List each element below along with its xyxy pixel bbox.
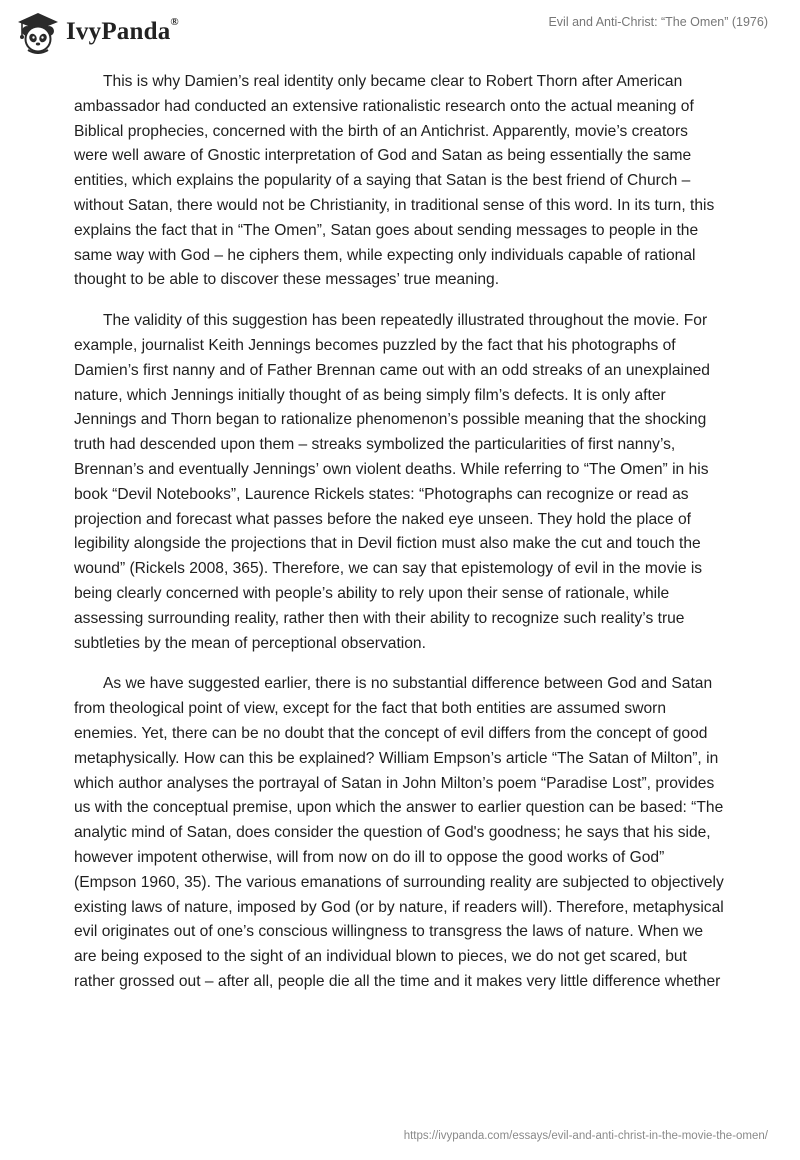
paragraph: This is why Damien’s real identity only became clear to Robert Thorn after American ambassador had conducted an extensive rationalistic research onto the actual meaning of Biblical prophecies, concerned with the birth of an Antichrist. Apparently, movie’s creators were well aware of Gnostic interpretation of God and Satan as being essentially the same entities, which explains the popularity of a saying that Satan is the best friend of Church – without Satan, there would not be Christianity, in traditional sense of this word. In its turn, this explains the fact that in “The Omen”, Satan goes about sending messages to people in the same way with God – he ciphers them, while expecting only individuals capable of rational thought to be able to discover these messages’ true meaning. <box>74 73 715 289</box>
document-title: Evil and Anti-Christ: “The Omen” (1976) <box>548 15 768 29</box>
source-url[interactable]: https://ivypanda.com/essays/evil-and-anti-christ-in-the-movie-the-omen/ <box>403 1130 768 1142</box>
brand-name: IvyPanda® <box>66 16 179 45</box>
panda-graduate-icon <box>14 10 60 54</box>
brand-logo[interactable] <box>14 10 179 54</box>
paragraph: As we have suggested earlier, there is no substantial difference between God and Satan from theological point of view, except for the fact that both entities are assumed sworn enemies. Yet, there can be no doubt that the concept of evil differs from the concept of good metaphysically. How can this be explained? William Empson’s article “The Satan of Milton”, in which author analyses the portrayal of Satan in John Milton’s poem “Paradise Lost”, provides us with the conceptual premise, upon which the answer to earlier question can be based: “The analytic mind of Satan, does consider the question of God's goodness; he says that his side, however impotent otherwise, will from now on do ill to oppose the good works of God” (Empson 1960, 35). The various emanations of surrounding reality are subjected to objectively existing laws of nature, imposed by God (or by nature, if readers will). Therefore, metaphysical evil originates out of one’s conscious willingness to transgress the laws of nature. When we are being exposed to the sight of an individual blown to pieces, we do not get scared, but rather grossed out – after all, people die all the time and it makes very little difference whether <box>74 675 724 990</box>
paragraph: The validity of this suggestion has been repeatedly illustrated throughout the movie. For example, journalist Keith Jennings becomes puzzled by the fact that his photographs of Damien’s first nanny and of Father Brennan came out with an odd streaks of an unexplained nature, which Jennings initially thought of as being simply film’s defects. It is only after Jennings and Thorn began to rationalize phenomenon’s possible meaning that the shocking truth had descended upon them – streaks symbolized the particularities of first nanny’s, Brennan’s and eventually Jennings’ own violent deaths. While referring to “The Omen” in his book “Devil Notebooks”, Laurence Rickels states: “Photographs can recognize or read as projection and forecast what passes before the naked eye unseen. They hold the place of legibility alongside the projections that in Devil fiction must also make the cut and touch the wound” (Rickels 2008, 365). Therefore, we can say that epistemology of evil in the movie is being clearly concerned with people’s ability to rely upon their sense of rationale, while assessing surrounding reality, rather then with their ability to recognize such reality’s true subtleties by the mean of perceptional observation. <box>74 312 710 652</box>
page-header <box>0 0 800 64</box>
registered-mark: ® <box>170 16 179 28</box>
essay-body <box>74 70 726 1011</box>
